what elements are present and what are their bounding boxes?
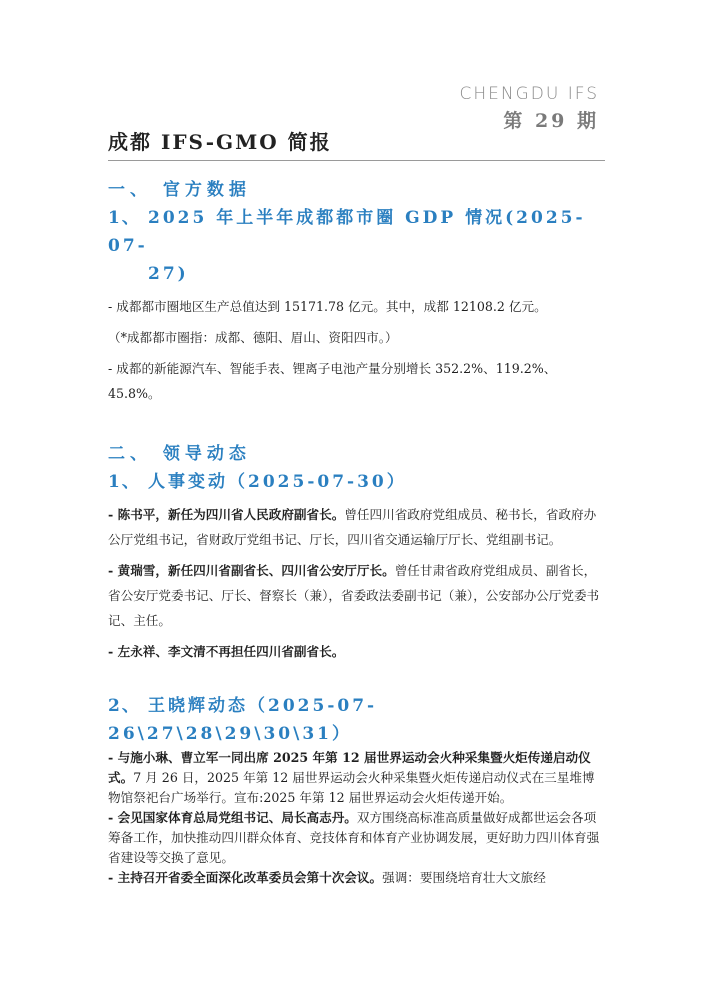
item-number: 2、 bbox=[108, 696, 141, 716]
paragraph-activity-2: - 会见国家体育总局党组书记、局长高志丹。双方围绕高标准高质量做好成都世运会各项筹备工作，加快推动四川群众体育、竞技体育和体育产业协调发展，更好助力四川体育强省建设等交换了意见。 bbox=[108, 810, 600, 865]
item-number: 1、 bbox=[108, 472, 141, 492]
paragraph-gdp-note: （*成都都市圈指：成都、德阳、眉山、资阳四市。） bbox=[108, 330, 398, 345]
issue-number: 第 29 期 bbox=[503, 110, 599, 132]
paragraph-personnel-2: - 黄瑞雪，新任四川省副省长、四川省公安厅厅长。曾任甘肃省政府党组成员、副省长，省公安厅党委书记、厅长、督察长（兼），省委政法委副书记（兼），公安部办公厅党委书记、主任。 bbox=[108, 563, 600, 628]
paragraph-activity-3: - 主持召开省委全面深化改革委员会第十次会议。强调：要围绕培育壮大文旅经 bbox=[108, 870, 546, 885]
document-body bbox=[108, 176, 605, 888]
header-divider bbox=[108, 160, 605, 161]
paragraph-personnel-1: - 陈书平，新任为四川省人民政府副省长。曾任四川省政府党组成员、秘书长，省政府办公厅党组书记，省财政厅党组书记、厅长，四川省交通运输厅厅长、党组副书记。 bbox=[108, 507, 597, 547]
item-title: 2025 年上半年成都都市圈 GDP 情况(2025-07- bbox=[108, 208, 586, 256]
item-heading-personnel bbox=[108, 468, 605, 496]
paragraph-activity-1: - 与施小琳、曹立军一同出席 2025 年第 12 届世界运动会火种采集暨火炬传递启动仪式。7 月 26 日，2025 年第 12 届世界运动会火种采集暨火炬传递启动仪式在三星堆博物馆祭祀台广场举行。宣布:2025 年第 12 届世界运动会火炬传递开始。 bbox=[108, 750, 595, 805]
item-heading-wang-activities bbox=[108, 692, 605, 748]
paragraph-personnel-3: - 左永祥、李文清不再担任四川省副省长。 bbox=[108, 644, 345, 659]
item-heading-gdp bbox=[108, 204, 605, 260]
item-heading-gdp-cont: 27) bbox=[148, 264, 189, 284]
section-heading-official-data: 一、 官方数据 bbox=[108, 180, 251, 200]
paragraph-gdp-growth: - 成都的新能源汽车、智能手表、锂离子电池产量分别增长 352.2%、119.2%、45.8%。 bbox=[108, 361, 557, 401]
item-number: 1、 bbox=[108, 208, 141, 228]
brand-wordmark: CHENGDU IFS bbox=[459, 84, 599, 104]
document-title: 成都 IFS-GMO 简报 bbox=[108, 130, 332, 154]
item-title: 人事变动（2025-07-30） bbox=[148, 472, 407, 492]
paragraph-gdp-total: - 成都都市圈地区生产总值达到 15171.78 亿元。其中，成都 12108.2 亿元。 bbox=[108, 299, 547, 314]
item-title: 王晓辉动态（2025-07-26\27\28\29\30\31） bbox=[108, 696, 378, 744]
section-heading-leadership: 二、 领导动态 bbox=[108, 444, 251, 464]
